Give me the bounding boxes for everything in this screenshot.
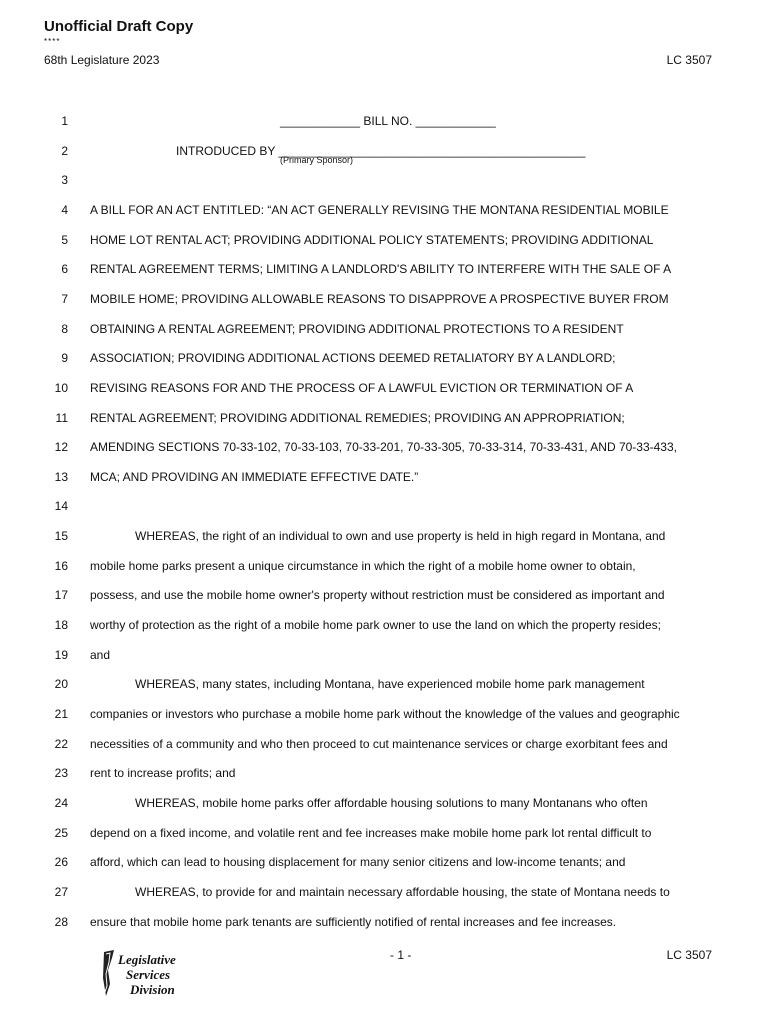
line-number: 19 — [54, 647, 68, 662]
line-text: WHEREAS, the right of an individual to own and use property is held in high regard in Montana, and — [135, 529, 666, 544]
bill-line — [0, 292, 770, 310]
line-text: afford, which can lead to housing displacement for many senior citizens and low-income tenants; and — [90, 855, 626, 870]
line-text: possess, and use the mobile home owner's property without restriction must be considered as important and — [90, 588, 665, 603]
lc-number-footer: LC 3507 — [666, 948, 712, 962]
bill-line — [0, 588, 770, 606]
svg-text:Legislative: Legislative — [118, 952, 176, 967]
bill-line — [0, 707, 770, 725]
bill-line — [0, 737, 770, 755]
line-number: 12 — [54, 440, 68, 455]
bill-line — [0, 855, 770, 873]
bill-line — [0, 411, 770, 429]
line-text: WHEREAS, many states, including Montana, have experienced mobile home park management — [135, 677, 645, 692]
bill-line — [0, 351, 770, 369]
page-number: - 1 - — [390, 948, 412, 962]
bill-line — [0, 915, 770, 933]
line-number: 6 — [61, 262, 68, 277]
line-number: 13 — [54, 469, 68, 484]
bill-line — [0, 470, 770, 488]
lc-number-header: LC 3507 — [666, 53, 712, 67]
line-number: 11 — [55, 410, 68, 425]
introduced-by-line: INTRODUCED BY ______________________________________________ — [176, 143, 586, 158]
bill-line — [0, 173, 770, 191]
line-text: REVISING REASONS FOR AND THE PROCESS OF A LAWFUL EVICTION OR TERMINATION OF A — [90, 380, 634, 395]
line-number: 3 — [61, 173, 68, 188]
line-text: depend on a fixed income, and volatile rent and fee increases make mobile home park lot rental difficult to — [90, 825, 652, 840]
line-text: companies or investors who purchase a mobile home park without the knowledge of the values and geographic — [90, 707, 680, 721]
bill-line — [0, 618, 770, 636]
line-number: 4 — [61, 202, 68, 217]
line-number: 26 — [54, 855, 68, 870]
line-text: RENTAL AGREEMENT TERMS; LIMITING A LANDLORD'S ABILITY TO INTERFERE WITH THE SALE OF A — [90, 262, 672, 277]
bill-line — [0, 677, 770, 695]
line-text: RENTAL AGREEMENT; PROVIDING ADDITIONAL REMEDIES; PROVIDING AN APPROPRIATION; — [90, 410, 625, 425]
line-number: 8 — [61, 321, 68, 336]
bill-line — [0, 203, 770, 221]
line-number: 21 — [54, 707, 68, 721]
bill-line — [0, 885, 770, 903]
bill-line — [0, 440, 770, 458]
line-number: 24 — [54, 795, 68, 810]
line-text: WHEREAS, to provide for and maintain necessary affordable housing, the state of Montana needs to — [135, 884, 670, 899]
line-number: 9 — [61, 351, 68, 366]
line-number: 18 — [54, 618, 68, 633]
bill-line — [0, 796, 770, 814]
line-text: worthy of protection as the right of a mobile home park owner to use the land on which the property resides; — [90, 618, 661, 633]
line-number: 17 — [54, 588, 68, 603]
bill-line — [0, 766, 770, 784]
bill-line — [0, 648, 770, 666]
line-text: rent to increase profits; and — [90, 766, 236, 781]
line-number: 10 — [54, 380, 68, 395]
line-number: 27 — [54, 884, 68, 899]
line-number: 25 — [54, 825, 68, 840]
line-number: 20 — [54, 677, 68, 692]
line-text: ASSOCIATION; PROVIDING ADDITIONAL ACTIONS DEEMED RETALIATORY BY A LANDLORD; — [90, 351, 616, 366]
bill-line — [0, 322, 770, 340]
line-text: WHEREAS, mobile home parks offer affordable housing solutions to many Montanans who often — [135, 795, 648, 810]
line-text: MOBILE HOME; PROVIDING ALLOWABLE REASONS TO DISAPPROVE A PROSPECTIVE BUYER FROM — [90, 291, 669, 306]
primary-sponsor-label: (Primary Sponsor) — [280, 155, 354, 165]
draft-title: Unofficial Draft Copy — [44, 18, 194, 35]
bill-number-line: ____________ BILL NO. ____________ — [280, 114, 496, 128]
bill-line — [0, 499, 770, 517]
line-number: 28 — [54, 914, 68, 929]
bill-line — [0, 233, 770, 251]
line-number: 7 — [61, 291, 68, 306]
line-text: HOME LOT RENTAL ACT; PROVIDING ADDITIONAL POLICY STATEMENTS; PROVIDING ADDITIONAL — [90, 232, 654, 247]
line-text: and — [90, 647, 111, 662]
line-number: 23 — [54, 766, 68, 781]
line-number: 5 — [61, 232, 68, 247]
bill-line — [0, 529, 770, 547]
draft-stars: **** — [44, 37, 61, 46]
line-number: 15 — [54, 529, 68, 544]
line-text: OBTAINING A RENTAL AGREEMENT; PROVIDING ADDITIONAL PROTECTIONS TO A RESIDENT — [90, 321, 624, 336]
line-text: MCA; AND PROVIDING AN IMMEDIATE EFFECTIVE DATE.” — [90, 469, 419, 484]
line-number: 2 — [61, 143, 68, 158]
line-number: 16 — [54, 558, 68, 573]
line-text: A BILL FOR AN ACT ENTITLED: “AN ACT GENERALLY REVISING THE MONTANA RESIDENTIAL MOBILE — [90, 202, 669, 217]
line-number: 14 — [54, 499, 68, 514]
bill-line — [0, 262, 770, 280]
line-text: necessities of a community and who then proceed to cut maintenance services or charge exorbitant fees and — [90, 736, 668, 751]
legislature-label: 68th Legislature 2023 — [44, 53, 160, 67]
bill-line — [0, 381, 770, 399]
svg-text:Services: Services — [126, 967, 171, 982]
line-text: ensure that mobile home park tenants are sufficiently notified of rental increases and fee increases. — [90, 914, 617, 929]
bill-line — [0, 559, 770, 577]
legislative-services-division-logo — [100, 948, 196, 1000]
line-text: AMENDING SECTIONS 70-33-102, 70-33-103, 70-33-201, 70-33-305, 70-33-314, 70-33-431, AND 70-33-433, — [90, 440, 677, 455]
line-number: 22 — [54, 736, 68, 751]
bill-line — [0, 826, 770, 844]
line-text: mobile home parks present a unique circumstance in which the right of a mobile home owner to obtain, — [90, 558, 636, 573]
svg-text:Division: Division — [130, 982, 175, 997]
line-number: 1 — [61, 114, 68, 128]
